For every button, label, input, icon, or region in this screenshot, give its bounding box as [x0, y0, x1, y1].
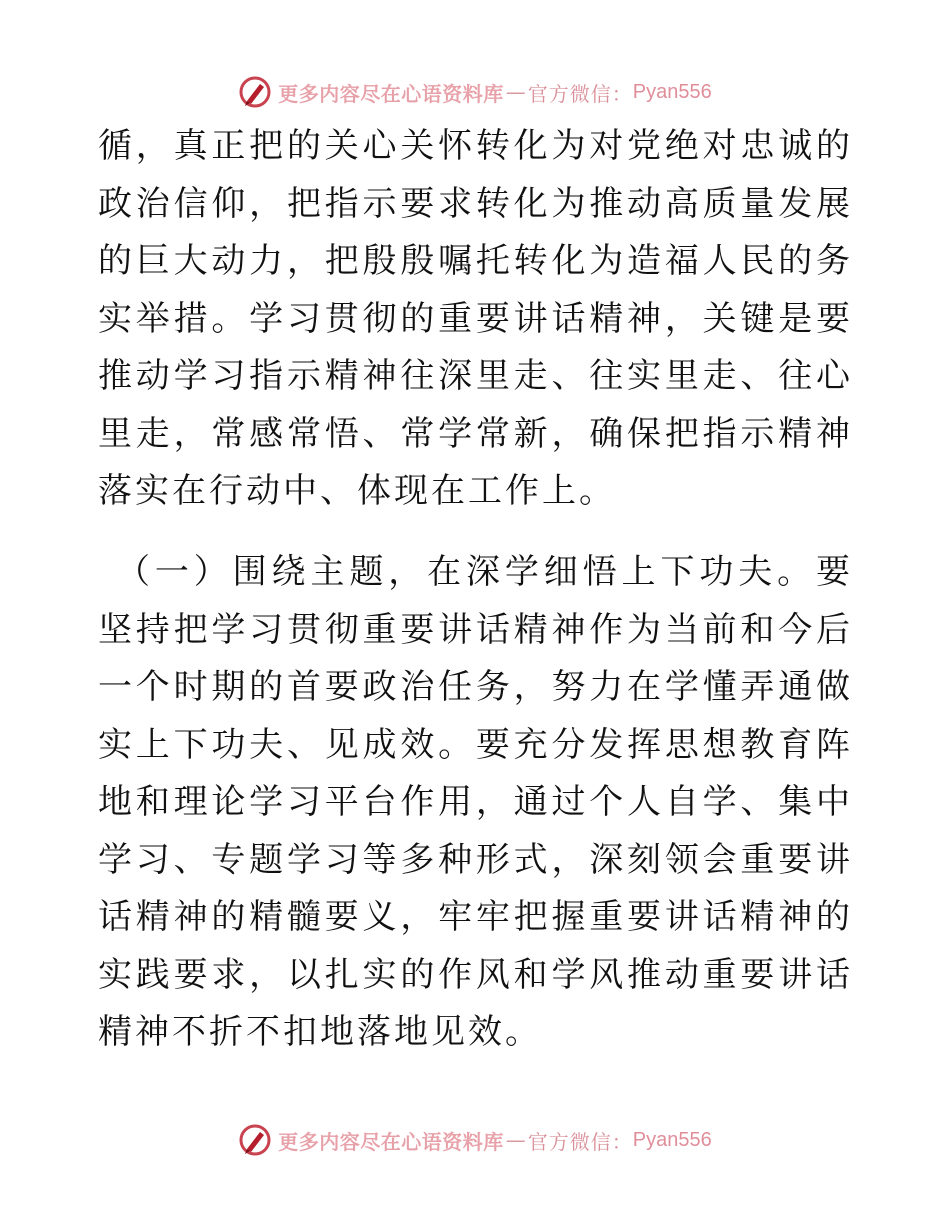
header-watermark	[0, 72, 950, 112]
body-paragraph-section-one: （一）围绕主题，在深学细悟上下功夫。要坚持把学习贯彻重要讲话精神作为当前和今后一个时期的首要政治任务，努力在学懂弄通做实上下功夫、见成效。要充分发挥思想教育阵地和理论学习平台作用，通过个人自学、集中学习、专题学习等多种形式，深刻领会重要讲话精神的精髓要义，牢牢把握重要讲话精神的实践要求，以扎实的作风和学风推动重要讲话精神不折不扣地落地见效。	[98, 552, 853, 1052]
body-paragraph-continued: 循，真正把的关心关怀转化为对党绝对忠诚的政治信仰，把指示要求转化为推动高质量发展的巨大动力，把殷殷嘱托转化为造福人民的务实举措。学习贯彻的重要讲话精神，关键是要推动学习指示精神往深里走、往实里走、往心里走，常感常悟、常学常新，确保把指示精神落实在行动中、体现在工作上。	[98, 126, 853, 511]
watermark-wechat-id: Pyan556	[632, 1128, 712, 1151]
footer-watermark	[0, 1120, 950, 1160]
watermark-wechat-label: 官方微信：	[527, 1129, 633, 1154]
watermark-separator: —	[505, 80, 526, 104]
watermark-separator: —	[505, 1128, 526, 1152]
watermark-wechat-id: Pyan556	[632, 80, 712, 103]
pen-logo-icon	[238, 75, 272, 109]
watermark-brand-text: 更多内容尽在心语资料库	[278, 1129, 504, 1154]
watermark-brand-text: 更多内容尽在心语资料库	[278, 81, 504, 106]
watermark-wechat-label: 官方微信：	[527, 81, 633, 106]
pen-logo-icon	[238, 1123, 272, 1157]
